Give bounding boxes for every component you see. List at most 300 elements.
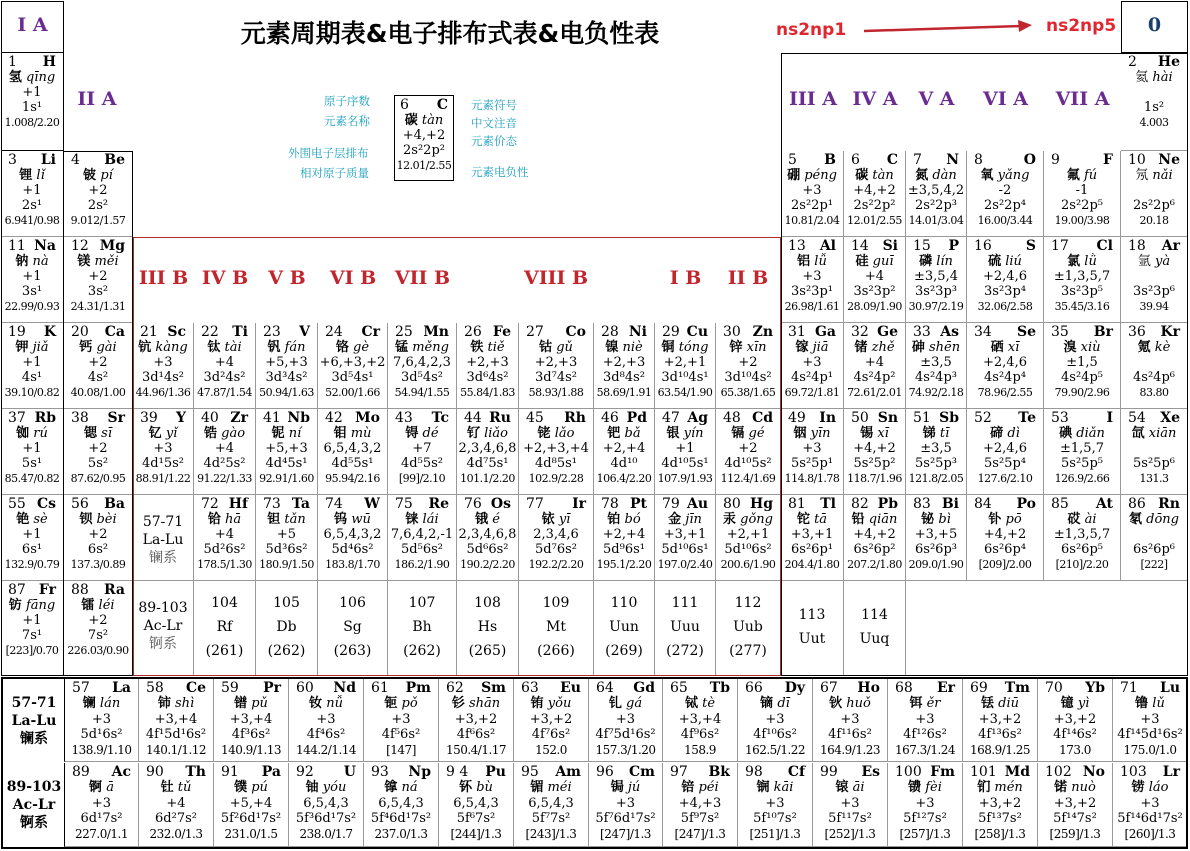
element-config: 2s²: [87, 198, 109, 213]
lanthanide-cell-La[interactable]: [64, 679, 139, 762]
element-cell-C[interactable]: [844, 151, 906, 237]
element-chinese-name: 锑: [922, 426, 936, 441]
element-name-line: [139, 780, 213, 796]
element-valence: -2: [998, 183, 1012, 198]
element-config: 5d⁶6s²: [466, 542, 509, 557]
element-cell-Bi[interactable]: [906, 495, 967, 581]
element-symbol: Fe: [492, 324, 511, 340]
element-cell-Cl[interactable]: [1044, 237, 1121, 323]
actinide-cell-Md[interactable]: [963, 763, 1038, 847]
lanthanide-cell-Er[interactable]: [888, 679, 963, 762]
legend-label-name: 元素名称: [324, 114, 370, 128]
element-header: [1, 55, 63, 70]
element-symbol: Yb: [1085, 680, 1105, 696]
element-cell-Cs[interactable]: [1, 495, 64, 581]
element-mass: (261): [205, 643, 244, 659]
actinide-cell-No[interactable]: [1038, 763, 1113, 847]
element-valence: +4,+3: [678, 795, 722, 811]
element-cell-Nb[interactable]: [256, 409, 318, 495]
element-cell-Ir[interactable]: [519, 495, 594, 581]
lanthanide-cell-Nd[interactable]: [289, 679, 364, 762]
element-cell-W[interactable]: [318, 495, 388, 581]
atomic-number: 108: [474, 595, 501, 611]
element-cell-Na[interactable]: [1, 237, 64, 323]
element-config: 3s²3p²: [853, 284, 896, 299]
actinide-cell-Cf[interactable]: [738, 763, 813, 847]
legend-valence: +4,+2: [402, 128, 446, 143]
element-header: [388, 325, 456, 340]
atomic-number: 69: [970, 680, 988, 696]
actinide-cell-Es[interactable]: [813, 763, 888, 847]
element-name-line: [289, 696, 363, 712]
element-cell-Si[interactable]: [844, 237, 906, 323]
element-valence: +5,+4: [229, 795, 273, 811]
element-cell-Hs[interactable]: [457, 581, 519, 676]
element-chinese-name: 氡: [1129, 512, 1143, 527]
element-pinyin: yín: [679, 426, 704, 441]
element-symbol: Po: [1016, 496, 1036, 512]
element-valence: +2,+4: [602, 527, 646, 542]
element-mass: 150.4/1.17: [445, 742, 507, 757]
element-cell-Tl[interactable]: [781, 495, 844, 581]
element-cell-Mg[interactable]: [64, 237, 133, 323]
element-cell-Rf[interactable]: [194, 581, 256, 676]
element-cell-O[interactable]: [967, 151, 1044, 237]
element-symbol: Pa: [261, 764, 281, 780]
element-mass: 92.91/1.60: [259, 472, 314, 485]
element-config: 3d⁵4s²: [401, 370, 443, 385]
element-header: [133, 325, 193, 340]
element-cell-Co[interactable]: [519, 323, 594, 409]
element-header: [133, 411, 193, 426]
atomic-number: 51: [913, 410, 931, 426]
element-valence: +3: [802, 269, 822, 284]
element-cell-In[interactable]: [781, 409, 844, 495]
element-valence: +2: [738, 355, 758, 370]
element-mass: 204.4/1.80: [784, 558, 840, 571]
lanthanide-series-placeholder[interactable]: [133, 495, 194, 581]
element-chinese-name: 硒: [990, 340, 1004, 355]
lanthanide-cell-Yb[interactable]: [1038, 679, 1113, 762]
element-cell-Rh[interactable]: [519, 409, 594, 495]
element-valence: 7,6,4,2,3: [393, 355, 451, 370]
lanthanide-cell-Ho[interactable]: [813, 679, 888, 762]
element-pinyin: nà: [28, 254, 49, 269]
element-cell-Ni[interactable]: [594, 323, 655, 409]
element-config: 5f¹¹7s²: [828, 811, 872, 826]
element-valence: +3,+2: [1053, 711, 1097, 727]
element-mass: [222]: [1140, 558, 1168, 571]
element-pinyin: sè: [29, 512, 48, 527]
atomic-number: 2: [1128, 54, 1137, 70]
lanthanide-cell-Gd[interactable]: [589, 679, 663, 762]
element-symbol: Cr: [361, 324, 380, 340]
element-cell-Ba[interactable]: [64, 495, 133, 581]
element-config: 5f¹⁰7s²: [753, 811, 797, 826]
element-cell-Sg[interactable]: [318, 581, 388, 676]
element-pinyin: lǎo: [550, 426, 575, 441]
element-config: 5f¹³7s²: [978, 811, 1022, 826]
element-chinese-name: 钋: [988, 512, 1002, 527]
element-header: [589, 681, 662, 696]
element-name-line: [64, 512, 132, 527]
atomic-number: 71: [1120, 680, 1138, 696]
element-mass: 112.4/1.69: [720, 472, 776, 485]
element-config: 5s²5p²: [853, 456, 896, 471]
element-pinyin: pí: [96, 168, 113, 183]
element-pinyin: é: [488, 512, 500, 527]
element-symbol: Uuu: [670, 619, 700, 635]
element-config: 3s²3p⁴: [984, 284, 1026, 299]
element-mass: [243]/1.3: [525, 826, 577, 841]
element-cell-Db[interactable]: [256, 581, 318, 676]
element-cell-He[interactable]: [1121, 53, 1188, 151]
element-config: 6s²6p²: [853, 542, 896, 557]
element-cell-Ru[interactable]: [457, 409, 519, 495]
group-label-VIB: VI B: [329, 267, 377, 289]
element-cell-Te[interactable]: [967, 409, 1044, 495]
actinide-cell-Am[interactable]: [514, 763, 589, 847]
actinide-cell-Np[interactable]: [364, 763, 439, 847]
element-chinese-name: 钡: [79, 512, 93, 527]
element-mass: 35.45/3.16: [1054, 300, 1110, 313]
element-valence: +2,4,6: [983, 441, 1027, 456]
element-pinyin: fán: [280, 340, 306, 355]
element-mass: 58.93/1.88: [528, 386, 584, 399]
element-symbol: Au: [686, 496, 708, 512]
element-name-line: [1044, 512, 1120, 527]
element-chinese-name: 氪: [1137, 340, 1151, 355]
element-mass: 63.54/1.90: [657, 386, 713, 399]
element-cell-Pd[interactable]: [594, 409, 655, 495]
element-cell-Sn[interactable]: [844, 409, 906, 495]
element-valence: +3: [1140, 711, 1160, 727]
element-chinese-name: 钙: [79, 340, 93, 355]
element-config: 4f¹⁰6s²: [753, 727, 797, 742]
lanthanide-cell-Dy[interactable]: [738, 679, 813, 762]
element-cell-At[interactable]: [1044, 495, 1121, 581]
element-cell-Sr[interactable]: [64, 409, 133, 495]
element-cell-Uuq[interactable]: [844, 581, 906, 676]
element-cell-Uub[interactable]: [716, 581, 781, 676]
element-config: 5f⁷6d¹7s²: [595, 811, 656, 826]
element-cell-V[interactable]: [256, 323, 318, 409]
element-cell-Uun[interactable]: [594, 581, 655, 676]
element-symbol: Bk: [708, 764, 730, 780]
element-valence: +3: [153, 441, 173, 456]
element-valence: 2,3,4,6,8: [458, 527, 517, 542]
element-valence: +4: [864, 269, 885, 284]
actinide-cell-Lr[interactable]: [1113, 763, 1188, 847]
element-mass: 106.4/2.20: [596, 472, 652, 485]
atomic-number: 63: [521, 680, 539, 696]
element-cell-Pb[interactable]: [844, 495, 906, 581]
legend-element-cell: [394, 95, 454, 181]
element-cell-Se[interactable]: [967, 323, 1044, 409]
element-name-line: [655, 340, 715, 355]
element-chinese-name: 磷: [919, 254, 933, 269]
element-symbol: Ra: [103, 582, 125, 598]
atomic-number: 35: [1051, 324, 1069, 340]
element-chinese-name: 钷: [384, 696, 398, 711]
element-cell-I[interactable]: [1044, 409, 1121, 495]
element-cell-Uuu[interactable]: [655, 581, 716, 676]
element-cell-Mn[interactable]: [388, 323, 457, 409]
element-pinyin: bó: [620, 512, 641, 527]
element-config: 6d²7s²: [155, 811, 197, 826]
element-config: 5d¹⁰6s¹: [661, 542, 709, 557]
element-cell-F[interactable]: [1044, 151, 1121, 237]
element-symbol: Th: [185, 764, 206, 780]
element-chinese-name: 锔: [610, 780, 624, 795]
element-header: [514, 681, 588, 696]
lanthanide-series-label: [4, 694, 64, 748]
element-mass: 9.012/1.57: [70, 214, 126, 227]
actinide-cell-Cm[interactable]: [589, 763, 663, 847]
element-pinyin: kàng: [151, 340, 188, 355]
element-valence: 6,5,4,3: [528, 795, 574, 811]
element-cell-Fe[interactable]: [457, 323, 519, 409]
element-cell-Mo[interactable]: [318, 409, 388, 495]
element-name-line: [1044, 340, 1120, 355]
element-pinyin: pō: [1001, 512, 1022, 527]
element-cell-Ti[interactable]: [194, 323, 256, 409]
element-config: 3d⁸4s²: [603, 370, 645, 385]
element-chinese-name: 镓: [795, 340, 809, 355]
atomic-number: 77: [526, 496, 544, 512]
element-header: [781, 325, 843, 340]
element-cell-Cr[interactable]: [318, 323, 388, 409]
element-cell-Al[interactable]: [781, 237, 844, 323]
element-cell-Ar[interactable]: [1121, 237, 1188, 323]
actinide-cell-Ac[interactable]: [64, 763, 139, 847]
element-header: [194, 497, 255, 512]
element-cell-Mt[interactable]: [519, 581, 594, 676]
atomic-number: 111: [671, 595, 699, 611]
element-cell-Br[interactable]: [1044, 323, 1121, 409]
lanthanide-cell-Tm[interactable]: [963, 679, 1038, 762]
element-symbol: Cs: [36, 496, 56, 512]
element-config: 1s¹: [21, 100, 43, 115]
element-cell-Hg[interactable]: [716, 495, 781, 581]
element-name-line: [963, 696, 1037, 712]
element-cell-B[interactable]: [781, 151, 844, 237]
element-cell-Au[interactable]: [655, 495, 716, 581]
element-header: [906, 325, 966, 340]
element-valence: +6,+3,+2: [319, 355, 386, 370]
element-chinese-name: 铱: [541, 512, 555, 527]
atomic-number: 3: [8, 152, 17, 168]
element-mass: 55.84/1.83: [460, 386, 515, 399]
element-cell-Ag[interactable]: [655, 409, 716, 495]
element-pinyin: ná: [397, 780, 418, 795]
element-header: [1121, 55, 1187, 70]
element-chinese-name: 钌: [466, 426, 480, 441]
element-config: 5f⁶7s²: [456, 811, 496, 826]
element-cell-Y[interactable]: [133, 409, 194, 495]
element-header: [64, 583, 132, 598]
element-symbol: Uun: [609, 619, 639, 635]
element-valence: +3,+2: [1053, 795, 1097, 811]
element-chinese-name: 砷: [911, 340, 925, 355]
element-cell-Sc[interactable]: [133, 323, 194, 409]
element-name-line: [139, 696, 213, 712]
element-chinese-name: 钚: [459, 780, 473, 795]
element-cell-K[interactable]: [1, 323, 64, 409]
element-chinese-name: 氩: [1137, 254, 1151, 269]
actinide-cell-Fm[interactable]: [888, 763, 963, 847]
element-cell-Cu[interactable]: [655, 323, 716, 409]
element-cell-Rb[interactable]: [1, 409, 64, 495]
element-config: 5d¹6s²: [80, 727, 123, 742]
element-cell-Os[interactable]: [457, 495, 519, 581]
lanthanide-cell-Ce[interactable]: [139, 679, 214, 762]
element-pinyin: lán: [95, 696, 121, 711]
element-pinyin: gé: [744, 426, 765, 441]
element-config: 6s²6p⁶: [1133, 542, 1175, 557]
element-cell-Po[interactable]: [967, 495, 1044, 581]
lanthanide-cell-Sm[interactable]: [439, 679, 514, 762]
element-cell-Ga[interactable]: [781, 323, 844, 409]
element-name-line: [844, 512, 905, 527]
element-cell-Ne[interactable]: [1121, 151, 1188, 237]
element-pinyin: pú: [247, 780, 268, 795]
element-cell-Sb[interactable]: [906, 409, 967, 495]
element-cell-Fr[interactable]: [1, 581, 64, 676]
element-name-line: [967, 254, 1043, 269]
element-symbol: Uut: [798, 631, 826, 647]
element-cell-Li[interactable]: [1, 151, 64, 237]
actinide-cell-U[interactable]: [289, 763, 364, 847]
lanthanide-cell-Eu[interactable]: [514, 679, 589, 762]
actinide-cell-Th[interactable]: [139, 763, 214, 847]
element-cell-Zn[interactable]: [716, 323, 781, 409]
element-pinyin: dì: [1003, 426, 1020, 441]
element-cell-N[interactable]: [906, 151, 967, 237]
element-symbol: Gd: [633, 680, 655, 696]
element-mass: 72.61/2.01: [847, 386, 902, 399]
element-cell-Tc[interactable]: [388, 409, 457, 495]
element-cell-P[interactable]: [906, 237, 967, 323]
element-cell-Rn[interactable]: [1121, 495, 1188, 581]
actinide-series-placeholder[interactable]: [133, 581, 194, 676]
element-cell-As[interactable]: [906, 323, 967, 409]
element-header: [65, 765, 138, 780]
element-cell-Kr[interactable]: [1121, 323, 1188, 409]
lanthanide-cell-Pr[interactable]: [214, 679, 289, 762]
atomic-number: 107: [408, 595, 436, 611]
element-cell-Be[interactable]: [64, 151, 133, 237]
atomic-number: 73: [263, 496, 281, 512]
actinide-cell-Pa[interactable]: [214, 763, 289, 847]
element-valence: [1121, 183, 1187, 198]
atomic-number: 53: [1051, 410, 1069, 426]
element-valence: +3,+4: [678, 711, 722, 727]
element-chinese-name: 汞: [723, 512, 737, 527]
element-cell-Bh[interactable]: [388, 581, 457, 676]
element-name-line: [194, 426, 255, 441]
element-cell-Re[interactable]: [388, 495, 457, 581]
element-chinese-name: 氯: [1067, 254, 1081, 269]
element-header: [655, 411, 715, 426]
element-header: [139, 765, 213, 780]
group-label-0: 0: [1147, 14, 1162, 36]
element-name-line: [519, 512, 593, 527]
element-valence: +2,+3: [534, 355, 578, 370]
element-mass: 10.81/2.04: [784, 214, 840, 227]
actinide-cell-Bk[interactable]: [663, 763, 738, 847]
element-header: [844, 153, 905, 168]
element-mass: (266): [537, 643, 575, 659]
atomic-number: 12: [71, 238, 89, 254]
element-header: [967, 239, 1043, 254]
element-config: 4d⁵5s¹: [331, 456, 374, 471]
element-cell-Ca[interactable]: [64, 323, 133, 409]
element-symbol: Te: [1018, 410, 1036, 426]
element-config: 2s²2p⁵: [1061, 198, 1103, 213]
element-cell-Ta[interactable]: [256, 495, 318, 581]
lanthanide-cell-Pm[interactable]: [364, 679, 439, 762]
atomic-number: 39: [140, 410, 158, 426]
element-cell-S[interactable]: [967, 237, 1044, 323]
element-cell-Ra[interactable]: [64, 581, 133, 676]
element-symbol: Mt: [546, 619, 566, 635]
element-cell-Ge[interactable]: [844, 323, 906, 409]
element-cell-Xe[interactable]: [1121, 409, 1188, 495]
element-name-line: [1121, 254, 1187, 269]
element-name-line: [1113, 696, 1187, 712]
lanthanide-cell-Lu[interactable]: [1113, 679, 1188, 762]
element-cell-Cd[interactable]: [716, 409, 781, 495]
lanthanide-cell-Tb[interactable]: [663, 679, 738, 762]
element-pinyin: āi: [848, 780, 865, 795]
legend-config: 2s²2p²: [403, 143, 445, 158]
element-pinyin: tǔ: [173, 780, 192, 795]
element-cell-Uut[interactable]: [781, 581, 844, 676]
element-config: 4f¹²6s²: [903, 727, 947, 742]
atomic-number: 55: [8, 496, 26, 512]
element-pinyin: rú: [29, 426, 48, 441]
actinide-cell-Pu[interactable]: [439, 763, 514, 847]
element-name-line: [906, 168, 966, 183]
element-config: 2s²2p¹: [791, 198, 833, 213]
element-pinyin: tǎn: [280, 512, 306, 527]
element-valence: +3,+2: [529, 711, 573, 727]
atomic-number: 105: [273, 595, 300, 611]
element-valence: [1121, 85, 1187, 100]
element-valence: +3,+4: [229, 711, 273, 727]
element-name-line: [64, 598, 132, 613]
element-header: [64, 497, 132, 512]
element-mass: 88.91/1.22: [135, 472, 191, 485]
element-mass: (262): [403, 643, 441, 659]
element-mass: 232.0/1.3: [149, 826, 203, 841]
element-cell-Pt[interactable]: [594, 495, 655, 581]
element-config: 5s²5p¹: [791, 456, 833, 471]
element-symbol: Rf: [216, 619, 233, 635]
element-cell-H[interactable]: [1, 53, 64, 151]
element-symbol: Mo: [355, 410, 380, 426]
element-name-line: [655, 426, 715, 441]
element-cell-Hf[interactable]: [194, 495, 256, 581]
element-name-line: [133, 426, 193, 441]
element-mass: 180.9/1.50: [259, 558, 314, 571]
element-name-line: [65, 696, 138, 712]
element-symbol: Kr: [1160, 324, 1180, 340]
atomic-number: 87: [8, 582, 26, 598]
element-cell-Zr[interactable]: [194, 409, 256, 495]
element-header: [1044, 411, 1120, 426]
